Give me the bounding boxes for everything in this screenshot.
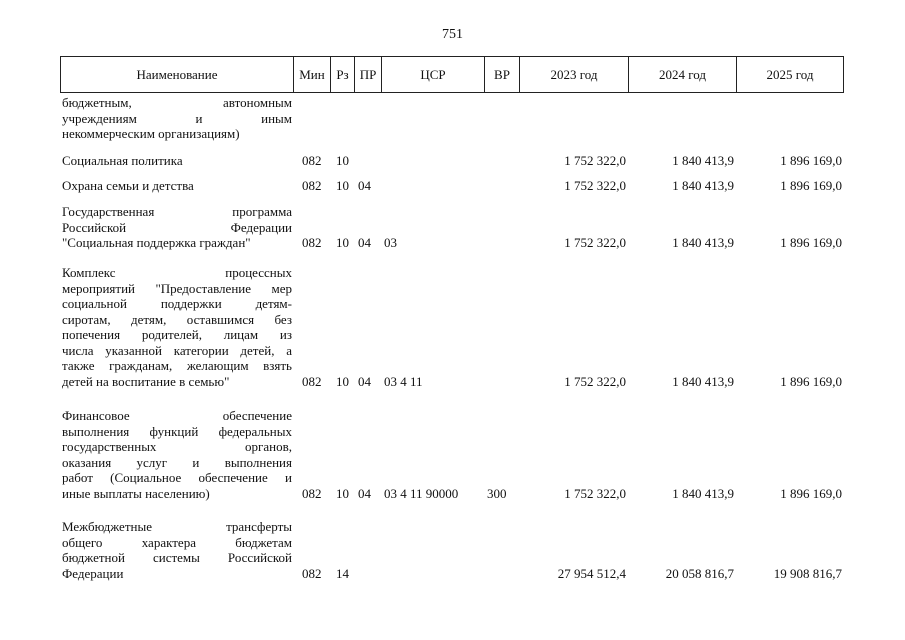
- cell-min: 082: [302, 373, 322, 389]
- cell-y2024: 1 840 413,9: [672, 153, 734, 168]
- cell-y2023: 27 954 512,4: [557, 565, 626, 581]
- cell-y2025: 1 896 169,0: [780, 178, 842, 193]
- cell-y2025: 19 908 816,7: [773, 565, 842, 581]
- row-name-line: мероприятий "Предоставление мер: [62, 280, 292, 296]
- header-rz: Рз: [331, 57, 355, 92]
- row-name: [62, 178, 292, 194]
- row-name-line: общего характера бюджетам: [62, 534, 292, 550]
- header-min: Мин: [294, 57, 331, 92]
- header-name: Наименование: [61, 57, 294, 92]
- row-name-line: Социальная политика: [62, 153, 183, 168]
- row-name: [62, 519, 292, 581]
- cell-y2024: 1 840 413,9: [672, 235, 734, 250]
- cell-csr: 03 4 11 90000: [384, 485, 459, 501]
- cell-y2023: 1 752 322,0: [564, 373, 626, 389]
- row-name-line: числа указанной категории детей, а: [62, 342, 292, 358]
- cell-y2025: 1 896 169,0: [780, 153, 842, 168]
- continuation-text: [62, 95, 292, 142]
- row-name-line: Федерации: [62, 565, 124, 581]
- cell-pr: 04: [358, 178, 371, 193]
- header-2024: 2024 год: [629, 57, 737, 92]
- page-number: 751: [442, 27, 463, 42]
- row-name-line: государственных органов,: [62, 439, 292, 454]
- table-header: [60, 56, 844, 93]
- cell-csr: 03 4 11: [384, 373, 423, 389]
- row-name-line: выполнения функций федеральных: [62, 423, 292, 439]
- row-name-line: Российской Федерации: [62, 219, 292, 235]
- row-name-line: также гражданам, желающим взять: [62, 358, 292, 373]
- row-name-line: социальной поддержки детям-: [62, 296, 292, 311]
- row-name-line: оказания услуг и выполнения: [62, 454, 292, 470]
- cell-y2024: 1 840 413,9: [672, 178, 734, 193]
- row-name-line: Государственная программа: [62, 204, 292, 219]
- row-name-line: Межбюджетные трансферты: [62, 519, 292, 534]
- row-name-line: работ (Социальное обеспечение и: [62, 470, 292, 485]
- cell-min: 082: [302, 485, 322, 501]
- cell-y2023: 1 752 322,0: [564, 235, 626, 250]
- cell-min: 082: [302, 235, 322, 250]
- continuation-line: бюджетным, автономным: [62, 95, 292, 110]
- cell-y2023: 1 752 322,0: [564, 153, 626, 168]
- row-name-line: "Социальная поддержка граждан": [62, 235, 251, 250]
- cell-y2024: 1 840 413,9: [672, 373, 734, 389]
- row-name: [62, 408, 292, 501]
- row-name-line: Охрана семьи и детства: [62, 178, 194, 193]
- cell-rz: 10: [336, 178, 349, 193]
- cell-rz: 10: [336, 485, 349, 501]
- cell-rz: 10: [336, 153, 349, 168]
- cell-csr: 03: [384, 235, 397, 250]
- row-name: [62, 153, 292, 169]
- header-pr: ПР: [355, 57, 382, 92]
- row-name-line: Комплекс процессных: [62, 265, 292, 280]
- cell-pr: 04: [358, 373, 371, 389]
- row-name-line: иные выплаты населению): [62, 485, 210, 501]
- cell-y2023: 1 752 322,0: [564, 178, 626, 193]
- cell-min: 082: [302, 178, 322, 193]
- cell-y2025: 1 896 169,0: [780, 485, 842, 501]
- cell-y2025: 1 896 169,0: [780, 373, 842, 389]
- cell-pr: 04: [358, 235, 371, 250]
- cell-pr: 04: [358, 485, 371, 501]
- row-name-line: Финансовое обеспечение: [62, 408, 292, 423]
- continuation-line: некоммерческим организациям): [62, 126, 240, 141]
- cell-y2023: 1 752 322,0: [564, 485, 626, 501]
- cell-y2025: 1 896 169,0: [780, 235, 842, 250]
- row-name-line: бюджетной системы Российской: [62, 550, 292, 565]
- row-name-line: попечения родителей, лицам из: [62, 327, 292, 342]
- cell-rz: 10: [336, 235, 349, 250]
- continuation-line: учреждениям и иным: [62, 110, 292, 126]
- cell-rz: 10: [336, 373, 349, 389]
- header-vr: ВР: [485, 57, 520, 92]
- cell-rz: 14: [336, 565, 349, 581]
- row-name-line: сиротам, детям, оставшимся без: [62, 311, 292, 327]
- cell-min: 082: [302, 153, 322, 168]
- header-2023: 2023 год: [520, 57, 629, 92]
- header-2025: 2025 год: [766, 67, 814, 82]
- cell-vr: 300: [487, 485, 507, 501]
- row-name: [62, 265, 292, 389]
- header-csr: ЦСР: [382, 57, 485, 92]
- row-name-line: детей на воспитание в семью": [62, 373, 230, 389]
- row-name: [62, 204, 292, 251]
- cell-y2024: 1 840 413,9: [672, 485, 734, 501]
- cell-y2024: 20 058 816,7: [665, 565, 734, 581]
- cell-min: 082: [302, 565, 322, 581]
